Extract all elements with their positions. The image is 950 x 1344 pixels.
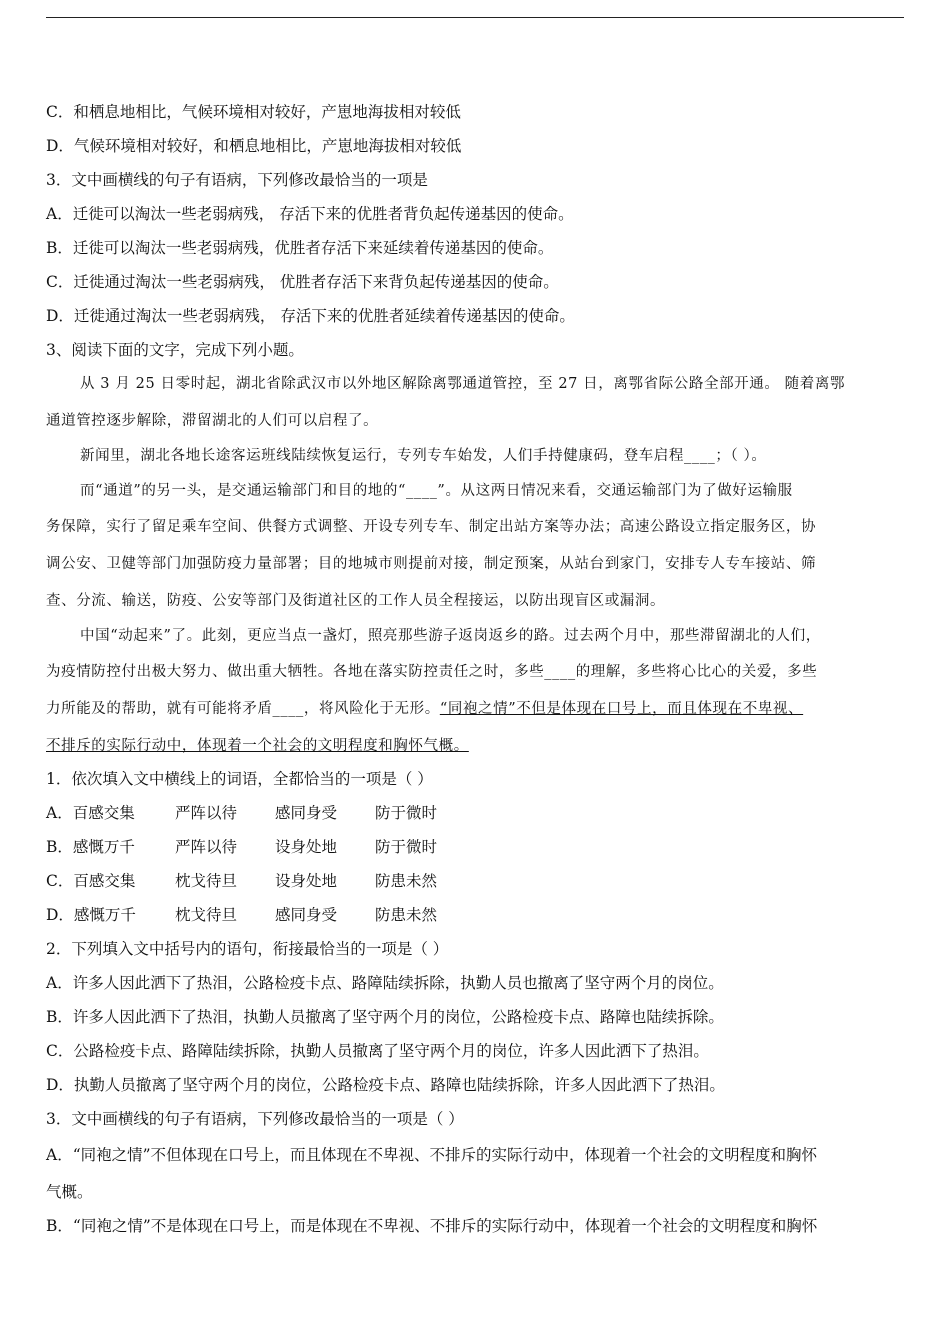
option-d: D．气候环境相对较好，和栖息地相比，产崽地海拔相对较低 bbox=[46, 137, 462, 155]
passage-line: 而“通道”的另一头，是交通运输部门和目的地的“____”。从这两日情况来看，交通运输部门为了做好运输服 bbox=[80, 483, 793, 499]
passage-line: 中国“动起来”了。此刻，更应当点一盏灯，照亮那些游子返岗返乡的路。过去两个月中，那些滞留湖北的人们， bbox=[80, 628, 821, 644]
passage-line: 务保障，实行了留足乘车空间、供餐方式调整、开设专列专车、制定出站方案等办法；高速公路设立指定服务区，协 bbox=[46, 519, 817, 535]
option-a: A．迁徙可以淘汰一些老弱病残， 存活下来的优胜者背负起传递基因的使命。 bbox=[46, 205, 574, 223]
passage-line: 通道管控逐步解除，滞留湖北的人们可以启程了。 bbox=[46, 413, 379, 429]
option-b: B．“同袍之情”不是体现在口号上，而是体现在不卑视、不排斥的实际行动中，体现着一个社会的文明程度和胸怀 bbox=[46, 1217, 818, 1235]
option-b: B．感慨万千 严阵以待 设身处地 防于微时 bbox=[46, 838, 438, 856]
option-d: D．感慨万千 枕戈待旦 感同身受 防患未然 bbox=[46, 906, 438, 924]
underlined-sentence: 不排斥的实际行动中，体现着一个社会的文明程度和胸怀气概。 bbox=[46, 738, 469, 754]
option-a: A．百感交集 严阵以待 感同身受 防于微时 bbox=[46, 804, 438, 822]
question-stem: 3．文中画横线的句子有语病，下列修改最恰当的一项是（ ） bbox=[46, 1110, 464, 1128]
option-c: C．公路检疫卡点、路障陆续拆除，执勤人员撤离了坚守两个月的岗位，许多人因此洒下了热泪。 bbox=[46, 1042, 709, 1060]
option-a-cont: 气概。 bbox=[46, 1183, 93, 1201]
passage-line bbox=[46, 699, 910, 719]
option-d: D．迁徙通过淘汰一些老弱病残， 存活下来的优胜者延续着传递基因的使命。 bbox=[46, 307, 575, 325]
option-a: A．“同袍之情”不但体现在口号上，而且体现在不卑视、不排斥的实际行动中，体现着一个社会的文明程度和胸怀 bbox=[46, 1146, 818, 1164]
option-b: B．许多人因此洒下了热泪，执勤人员撤离了坚守两个月的岗位，公路检疫卡点、路障也陆续拆除。 bbox=[46, 1008, 724, 1026]
passage-line: 为疫情防控付出极大努力、做出重大牺牲。各地在落实防控责任之时，多些____的理解，多些将心比心的关爱，多些 bbox=[46, 664, 818, 680]
option-b: B．迁徙可以淘汰一些老弱病残，优胜者存活下来延续着传递基因的使命。 bbox=[46, 239, 554, 257]
option-a: A．许多人因此洒下了热泪，公路检疫卡点、路障陆续拆除，执勤人员也撤离了坚守两个月的岗位。 bbox=[46, 974, 724, 992]
passage-text: 力所能及的帮助，就有可能将矛盾____，将风险化于无形。 bbox=[46, 701, 440, 717]
passage-line: 调公安、卫健等部门加强防疫力量部署；目的地城市则提前对接，制定预案，从站台到家门，安排专人专车接站、筛 bbox=[46, 556, 817, 572]
header-rule bbox=[46, 17, 904, 18]
option-d: D．执勤人员撤离了坚守两个月的岗位，公路检疫卡点、路障也陆续拆除，许多人因此洒下了热泪。 bbox=[46, 1076, 725, 1094]
question-stem: 2．下列填入文中括号内的语句，衔接最恰当的一项是（ ） bbox=[46, 940, 449, 958]
underlined-sentence: “同袍之情”不但是体现在口号上，而且体现在不卑视、 bbox=[439, 701, 804, 717]
passage-line: 新闻里，湖北各地长途客运班线陆续恢复运行，专列专车始发，人们手持健康码，登车启程____；（ ）。 bbox=[80, 448, 767, 464]
section-heading: 3、阅读下面的文字，完成下列小题。 bbox=[46, 341, 304, 359]
passage-line: 查、分流、输送，防疫、公安等部门及街道社区的工作人员全程接运，以防出现盲区或漏洞。 bbox=[46, 593, 666, 609]
question-stem: 1．依次填入文中横线上的词语，全都恰当的一项是（ ） bbox=[46, 770, 433, 788]
option-c: C．迁徙通过淘汰一些老弱病残， 优胜者存活下来背负起传递基因的使命。 bbox=[46, 273, 559, 291]
passage-line: 从 3 月 25 日零时起，湖北省除武汉市以外地区解除离鄂通道管控，至 27 日，离鄂省际公路全部开通。 随着离鄂 bbox=[80, 376, 846, 392]
option-c: C．百感交集 枕戈待旦 设身处地 防患未然 bbox=[46, 872, 438, 890]
question-stem: 3．文中画横线的句子有语病，下列修改最恰当的一项是 bbox=[46, 171, 428, 189]
option-c: C．和栖息地相比，气候环境相对较好，产崽地海拔相对较低 bbox=[46, 103, 461, 121]
